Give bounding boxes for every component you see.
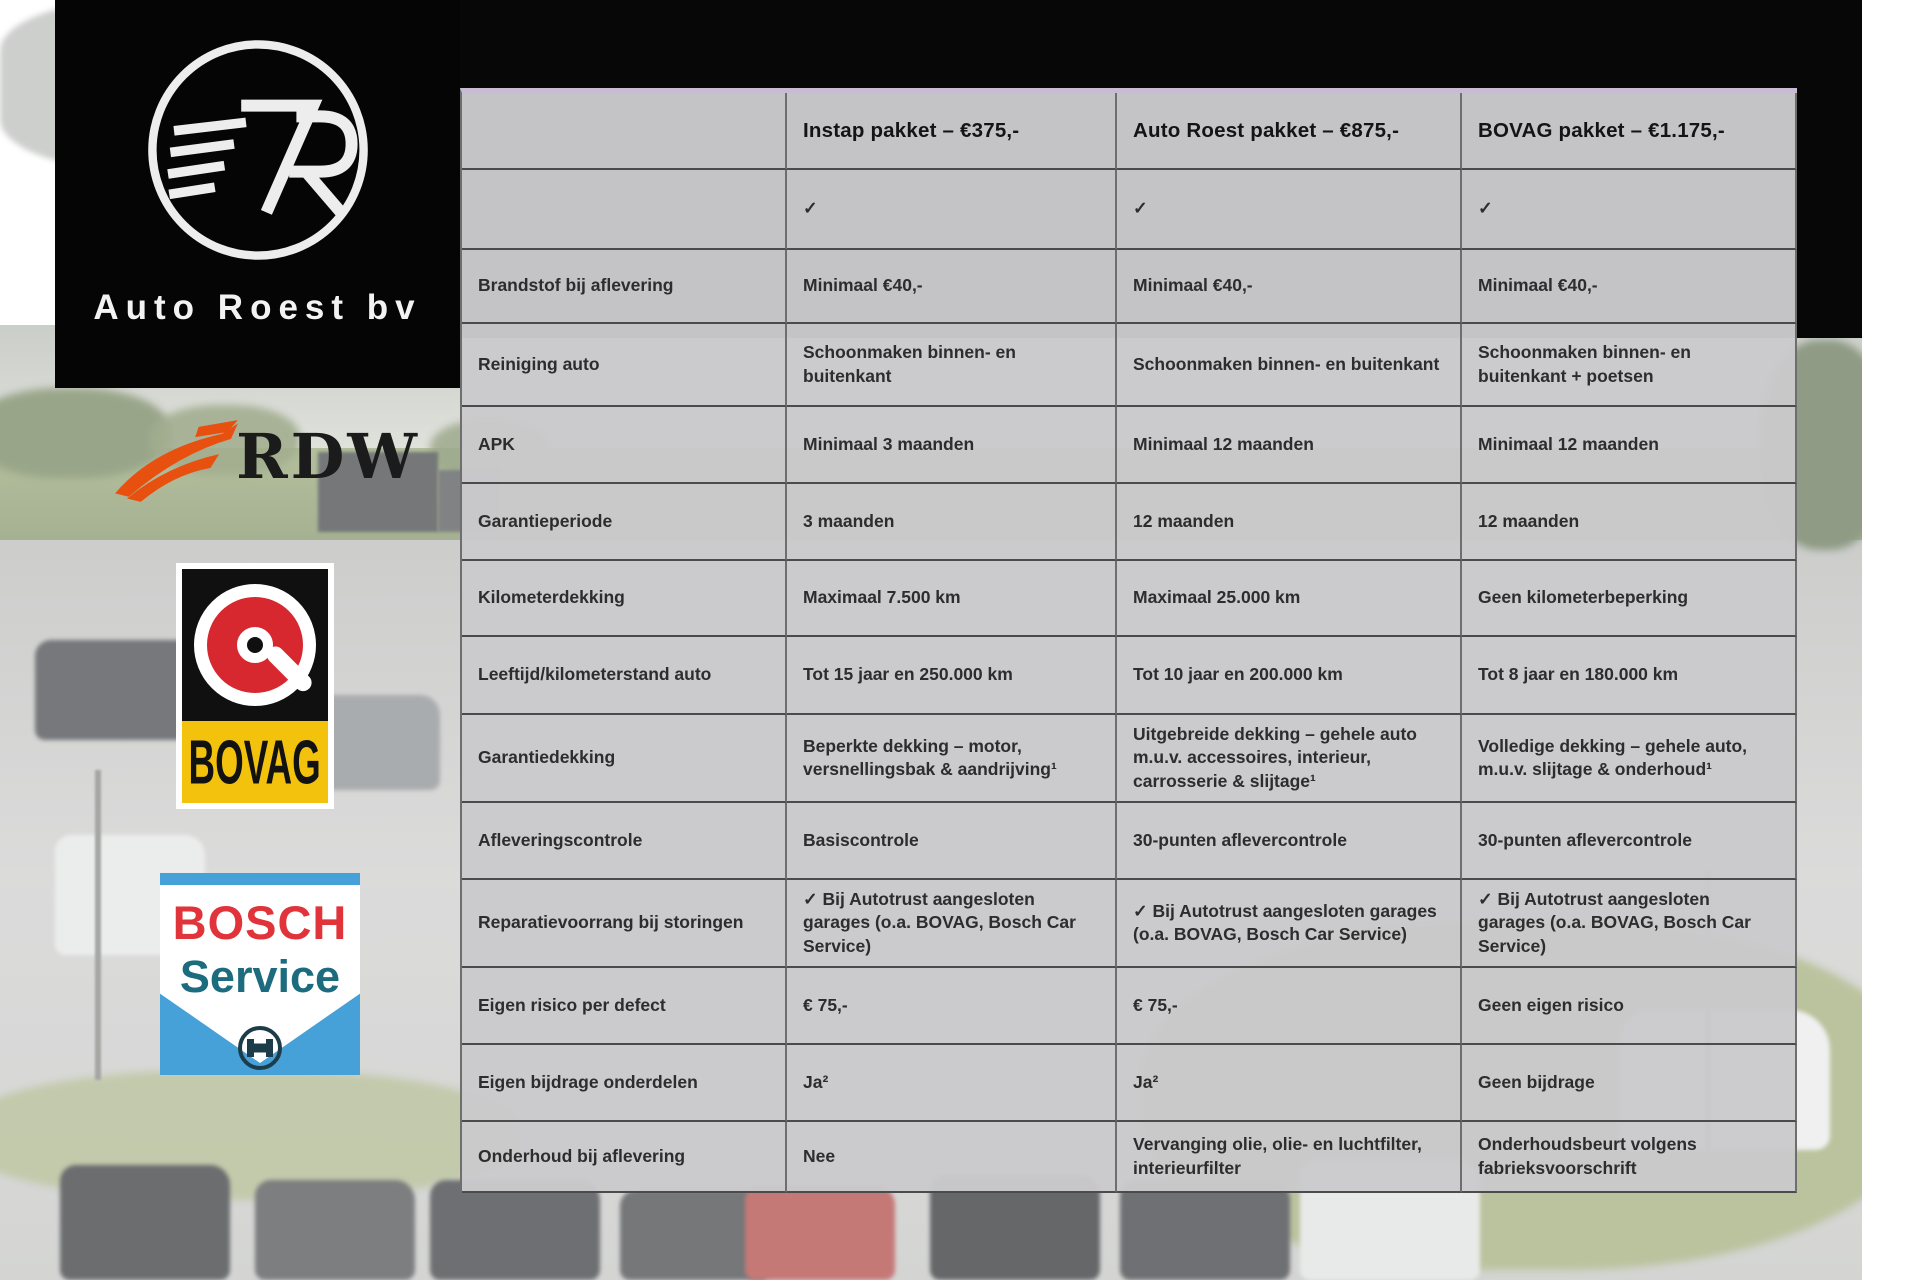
auto-roest-monogram-icon [138,30,378,270]
table-cell: Tot 10 jaar en 200.000 km [1117,637,1462,715]
table-cell: ✓ [1462,170,1797,250]
column-header-instap: Instap pakket – €375,- [787,93,1117,170]
table-cell: Schoonmaken binnen- en buitenkant [1117,324,1462,407]
table-cell: ✓ [1117,170,1462,250]
table-cell: Geen kilometerbeperking [1462,561,1797,637]
column-header [462,93,787,170]
dealer-name: Auto Roest bv [93,288,422,327]
rdw-logo [110,408,420,513]
column-header-auto-roest: Auto Roest pakket – €875,- [1117,93,1462,170]
table-cell: Geen bijdrage [1462,1045,1797,1122]
table-cell: Tot 15 jaar en 250.000 km [787,637,1117,715]
table-cell: Nee [787,1122,1117,1193]
row-label: APK [462,407,787,484]
table-cell: Vervanging olie, olie- en luchtfilter, interieurfilter [1117,1122,1462,1193]
table-cell: 3 maanden [787,484,1117,561]
bosch-wordmark: BOSCH [172,896,348,949]
table-cell: Uitgebreide dekking – gehele auto m.u.v. accessoires, interieur, carrosserie & slijtage¹ [1117,715,1462,803]
table-cell: Minimaal 12 maanden [1117,407,1462,484]
table-cell: 30-punten aflevercontrole [1462,803,1797,880]
table-cell: Ja² [787,1045,1117,1122]
table-cell: Ja² [1117,1045,1462,1122]
row-label: Afleveringscontrole [462,803,787,880]
table-cell: € 75,- [787,968,1117,1045]
bovag-wordmark: BOVAG [188,726,322,798]
row-label: Reparatievoorrang bij storingen [462,880,787,968]
bovag-logo [176,563,334,809]
bosch-service-logo [160,873,360,1075]
auto-roest-logo [55,0,460,388]
row-label: Eigen bijdrage onderdelen [462,1045,787,1122]
row-label: Leeftijd/kilometerstand auto [462,637,787,715]
rdw-wing-icon [110,411,242,511]
table-cell: Tot 8 jaar en 180.000 km [1462,637,1797,715]
table-cell: Maximaal 7.500 km [787,561,1117,637]
table-cell: ✓ Bij Autotrust aangesloten garages (o.a. BOVAG, Bosch Car Service) [1462,880,1797,968]
table-cell: Minimaal €40,- [787,250,1117,324]
table-cell: 12 maanden [1117,484,1462,561]
table-cell: Maximaal 25.000 km [1117,561,1462,637]
column-header-bovag: BOVAG pakket – €1.175,- [1462,93,1797,170]
row-label [462,170,787,250]
bovag-wrench-icon [182,569,328,721]
table-cell: Geen eigen risico [1462,968,1797,1045]
bosch-armature-icon [231,1025,289,1071]
table-cell: € 75,- [1117,968,1462,1045]
table-cell: Minimaal 3 maanden [787,407,1117,484]
table-cell: Beperkte dekking – motor, versnellingsbak & aandrijving¹ [787,715,1117,803]
table-cell: Volledige dekking – gehele auto, m.u.v. slijtage & onderhoud¹ [1462,715,1797,803]
row-label: Garantieperiode [462,484,787,561]
table-cell: Onderhoudsbeurt volgens fabrieksvoorschrift [1462,1122,1797,1193]
table-cell: 12 maanden [1462,484,1797,561]
table-cell: Minimaal 12 maanden [1462,407,1797,484]
row-label: Reiniging auto [462,324,787,407]
table-cell: ✓ Bij Autotrust aangesloten garages (o.a. BOVAG, Bosch Car Service) [787,880,1117,968]
table-cell: Basiscontrole [787,803,1117,880]
table-cell: ✓ [787,170,1117,250]
rdw-wordmark: RDW [236,420,420,493]
row-label: Garantiedekking [462,715,787,803]
table-cell: Schoonmaken binnen- en buitenkant [787,324,1117,407]
table-cell: ✓ Bij Autotrust aangesloten garages (o.a. BOVAG, Bosch Car Service) [1117,880,1462,968]
table-cell: Minimaal €40,- [1117,250,1462,324]
row-label: Eigen risico per defect [462,968,787,1045]
row-label: Kilometerdekking [462,561,787,637]
row-label: Onderhoud bij aflevering [462,1122,787,1193]
table-cell: Schoonmaken binnen- en buitenkant + poetsen [1462,324,1797,407]
table-cell: 30-punten aflevercontrole [1117,803,1462,880]
bosch-service-wordmark: Service [179,951,341,1002]
package-comparison-table [460,88,1797,1193]
row-label: Brandstof bij aflevering [462,250,787,324]
table-cell: Minimaal €40,- [1462,250,1797,324]
